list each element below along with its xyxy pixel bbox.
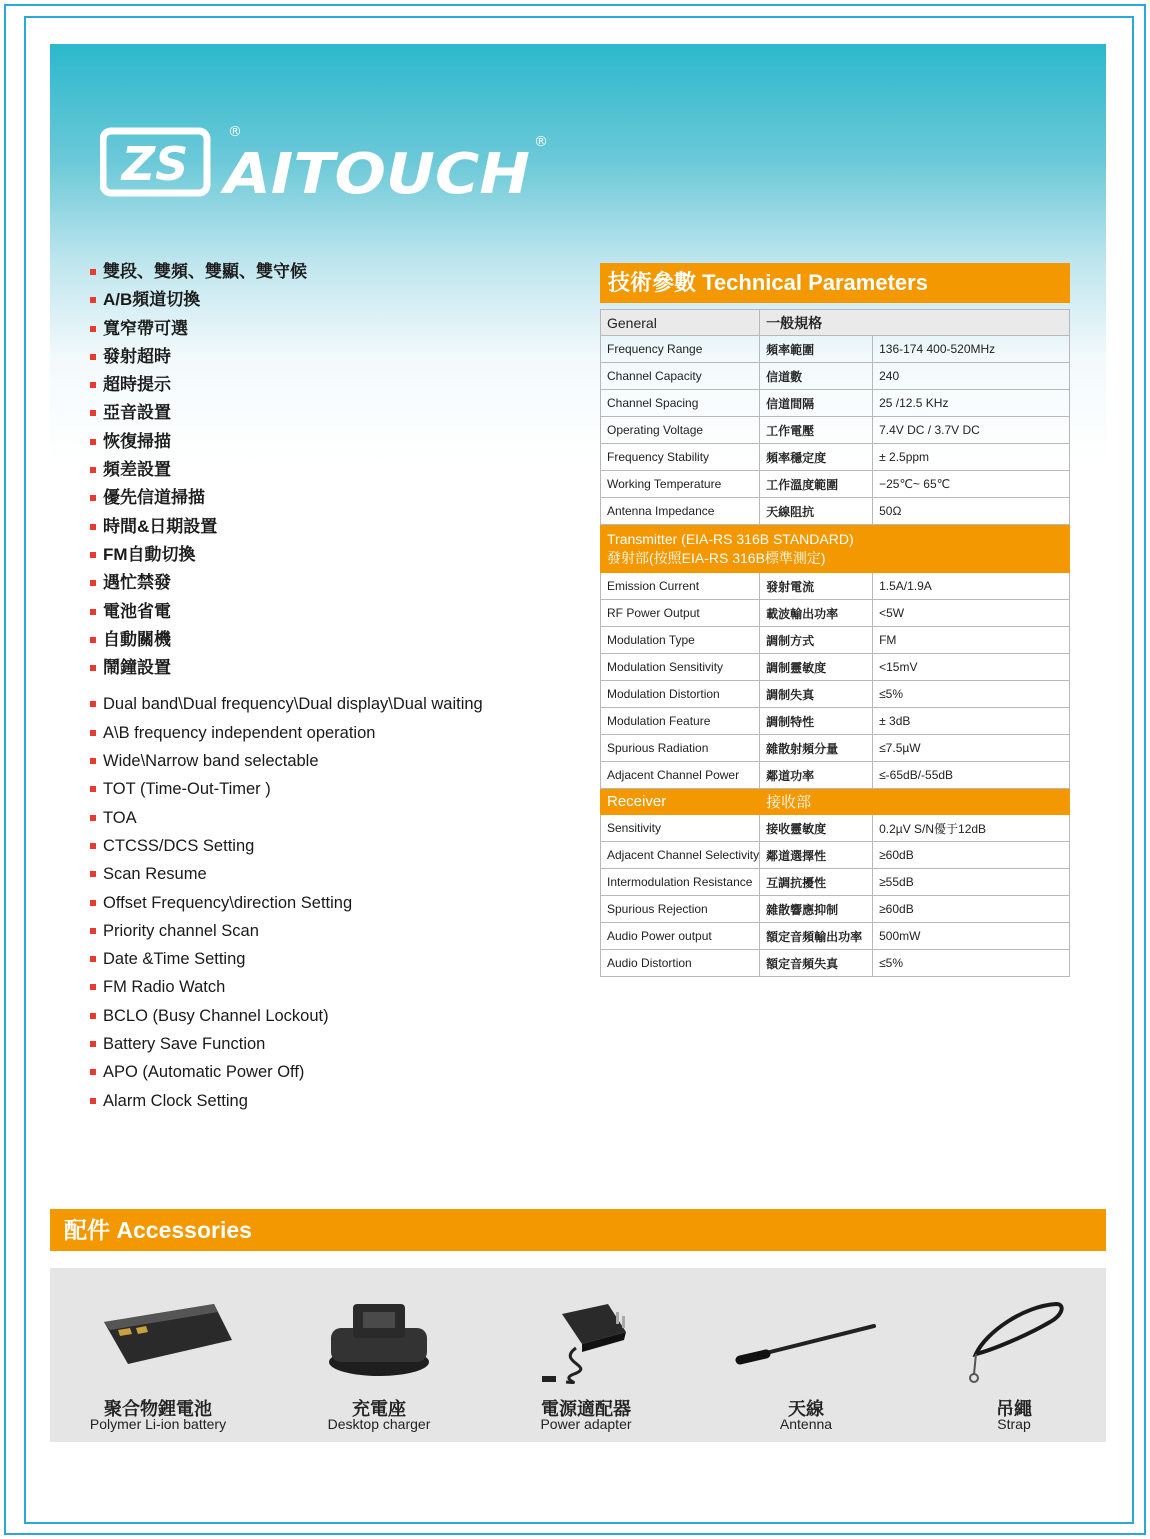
param-name-zh: 額定音頻輸出功率	[760, 923, 873, 950]
feature-zh: 鬧鐘設置	[90, 654, 570, 682]
feature-zh: 寬窄帶可選	[90, 315, 570, 343]
feature-en: APO (Automatic Power Off)	[90, 1058, 570, 1086]
accessory-name-zh: 聚合物鋰電池	[104, 1399, 212, 1419]
param-name: Modulation Feature	[601, 708, 760, 735]
table-row	[601, 762, 1070, 789]
tech-params-title: 技術參數 Technical Parameters	[600, 263, 1070, 303]
param-value: ≤-65dB/-55dB	[873, 762, 1070, 789]
feature-zh: 遇忙禁發	[90, 569, 570, 597]
param-name-zh: 工作電壓	[760, 417, 873, 444]
param-value: 500mW	[873, 923, 1070, 950]
param-value: 136-174 400-520MHz	[873, 336, 1070, 363]
feature-en: Offset Frequency\direction Setting	[90, 889, 570, 917]
accessory-name-zh: 充電座	[352, 1399, 406, 1419]
param-name: Channel Capacity	[601, 363, 760, 390]
param-name: RF Power Output	[601, 600, 760, 627]
param-name: Spurious Rejection	[601, 896, 760, 923]
param-value: FM	[873, 627, 1070, 654]
param-value: ≤7.5µW	[873, 735, 1070, 762]
table-row	[601, 950, 1070, 977]
param-name-zh: 調制靈敏度	[760, 654, 873, 681]
table-row	[601, 923, 1070, 950]
feature-zh: 電池省電	[90, 598, 570, 626]
param-value: ≥55dB	[873, 869, 1070, 896]
param-name-zh: 雜散響應抑制	[760, 896, 873, 923]
param-value: 50Ω	[873, 498, 1070, 525]
transmitter-title-zh: 發射部(按照EIA-RS 316B標準測定)	[607, 549, 826, 566]
feature-en: Dual band\Dual frequency\Dual display\Dual waiting	[90, 690, 570, 718]
table-row	[601, 708, 1070, 735]
feature-en: TOT (Time-Out-Timer )	[90, 775, 570, 803]
feature-zh: 自動關機	[90, 626, 570, 654]
feature-en: Alarm Clock Setting	[90, 1087, 570, 1115]
feature-en: TOA	[90, 804, 570, 832]
param-value: <5W	[873, 600, 1070, 627]
param-value: 0.2µV S/N優于12dB	[873, 815, 1070, 842]
accessory-item	[486, 1268, 686, 1442]
table-row	[601, 681, 1070, 708]
table-row	[601, 842, 1070, 869]
tech-params-table	[600, 309, 1070, 977]
feature-zh: 頻差設置	[90, 456, 570, 484]
param-name: Working Temperature	[601, 471, 760, 498]
feature-list	[90, 258, 570, 1115]
param-name-zh: 頻率穩定度	[760, 444, 873, 471]
accessory-item	[279, 1268, 479, 1442]
table-row	[601, 896, 1070, 923]
feature-zh: A/B頻道切換	[90, 286, 570, 314]
param-name: Channel Spacing	[601, 390, 760, 417]
feature-zh: 亞音設置	[90, 399, 570, 427]
table-row	[601, 815, 1070, 842]
param-name: Adjacent Channel Power	[601, 762, 760, 789]
antenna-icon	[706, 1282, 906, 1392]
feature-en: Priority channel Scan	[90, 917, 570, 945]
receiver-title-zh: 接收部	[760, 789, 1070, 815]
param-value: ≤5%	[873, 950, 1070, 977]
table-row	[601, 654, 1070, 681]
param-value: −25℃~ 65℃	[873, 471, 1070, 498]
accessory-item	[58, 1268, 258, 1442]
brand-name: AITOUCH	[219, 142, 531, 207]
feature-zh: 恢復掃描	[90, 428, 570, 456]
param-name-zh: 頻率範圍	[760, 336, 873, 363]
feature-zh: 發射超時	[90, 343, 570, 371]
accessory-name-en: Antenna	[779, 1416, 833, 1432]
general-label: General	[601, 310, 760, 336]
strap-icon	[914, 1282, 1114, 1392]
param-name-zh: 接收靈敏度	[760, 815, 873, 842]
accessory-name-en: Polymer Li-ion battery	[89, 1416, 227, 1432]
param-name: Emission Current	[601, 573, 760, 600]
param-value: ± 3dB	[873, 708, 1070, 735]
table-row	[601, 869, 1070, 896]
param-value: 7.4V DC / 3.7V DC	[873, 417, 1070, 444]
registered-mark: ®	[228, 124, 242, 140]
accessory-item	[914, 1268, 1114, 1442]
transmitter-header	[601, 525, 1070, 573]
table-row	[601, 573, 1070, 600]
param-name-zh: 工作溫度範圍	[760, 471, 873, 498]
accessory-name-en: Desktop charger	[327, 1416, 431, 1432]
param-value: ≥60dB	[873, 842, 1070, 869]
table-row	[601, 627, 1070, 654]
feature-en: FM Radio Watch	[90, 973, 570, 1001]
accessory-name-zh: 天線	[788, 1399, 824, 1419]
param-name: Frequency Stability	[601, 444, 760, 471]
param-name-zh: 雜散射頻分量	[760, 735, 873, 762]
param-name-zh: 鄰道選擇性	[760, 842, 873, 869]
param-name-zh: 信道間隔	[760, 390, 873, 417]
param-name: Operating Voltage	[601, 417, 760, 444]
feature-zh: 時間&日期設置	[90, 513, 570, 541]
param-name-zh: 天線阻抗	[760, 498, 873, 525]
param-name: Modulation Type	[601, 627, 760, 654]
table-row	[601, 444, 1070, 471]
param-value: <15mV	[873, 654, 1070, 681]
feature-zh: 超時提示	[90, 371, 570, 399]
param-name-zh: 調制特性	[760, 708, 873, 735]
accessory-name-zh: 電源適配器	[541, 1399, 631, 1419]
table-row	[601, 600, 1070, 627]
accessories-panel	[50, 1268, 1106, 1442]
param-value: ≥60dB	[873, 896, 1070, 923]
receiver-title: Receiver	[601, 789, 760, 815]
param-name-zh: 調制失真	[760, 681, 873, 708]
feature-zh: FM自動切換	[90, 541, 570, 569]
param-name: Audio Power output	[601, 923, 760, 950]
accessory-item	[706, 1268, 906, 1442]
logo-mark: ZS	[121, 137, 189, 191]
param-name: Intermodulation Resistance	[601, 869, 760, 896]
feature-en: Battery Save Function	[90, 1030, 570, 1058]
param-value: 240	[873, 363, 1070, 390]
table-row	[601, 498, 1070, 525]
accessory-name-zh: 吊繩	[996, 1399, 1032, 1419]
param-name-zh: 發射電流	[760, 573, 873, 600]
param-value: 1.5A/1.9A	[873, 573, 1070, 600]
feature-en: Wide\Narrow band selectable	[90, 747, 570, 775]
param-name: Sensitivity	[601, 815, 760, 842]
feature-en: Scan Resume	[90, 860, 570, 888]
param-name-zh: 互調抗擾性	[760, 869, 873, 896]
charger-icon	[279, 1282, 479, 1392]
param-name-zh: 信道數	[760, 363, 873, 390]
accessory-name-en: Power adapter	[540, 1416, 632, 1432]
feature-zh: 優先信道掃描	[90, 484, 570, 512]
param-value: ≤5%	[873, 681, 1070, 708]
battery-icon	[58, 1282, 258, 1392]
param-name: Antenna Impedance	[601, 498, 760, 525]
table-row	[601, 471, 1070, 498]
table-row	[601, 336, 1070, 363]
adapter-icon	[486, 1282, 686, 1392]
param-name: Audio Distortion	[601, 950, 760, 977]
receiver-header-row	[601, 789, 1070, 815]
param-value: 25 /12.5 KHz	[873, 390, 1070, 417]
param-name: Modulation Distortion	[601, 681, 760, 708]
accessory-name-en: Strap	[997, 1416, 1031, 1432]
brand-logo	[100, 118, 560, 213]
general-label-zh: 一般規格	[760, 310, 1070, 336]
registered-mark: ®	[534, 134, 548, 150]
table-row	[601, 363, 1070, 390]
feature-en: A\B frequency independent operation	[90, 719, 570, 747]
param-name: Frequency Range	[601, 336, 760, 363]
table-row	[601, 735, 1070, 762]
transmitter-header-row	[601, 525, 1070, 573]
param-name: Spurious Radiation	[601, 735, 760, 762]
param-name-zh: 額定音頻失真	[760, 950, 873, 977]
table-row	[601, 390, 1070, 417]
param-name: Adjacent Channel Selectivity	[601, 842, 760, 869]
param-value: ± 2.5ppm	[873, 444, 1070, 471]
param-name-zh: 載波輸出功率	[760, 600, 873, 627]
feature-en: CTCSS/DCS Setting	[90, 832, 570, 860]
feature-en: BCLO (Busy Channel Lockout)	[90, 1002, 570, 1030]
accessories-title: 配件 Accessories	[50, 1209, 1106, 1251]
feature-en: Date &Time Setting	[90, 945, 570, 973]
param-name: Modulation Sensitivity	[601, 654, 760, 681]
feature-zh: 雙段、雙頻、雙顯、雙守候	[90, 258, 570, 286]
param-name-zh: 調制方式	[760, 627, 873, 654]
table-row	[601, 417, 1070, 444]
general-header-row	[601, 310, 1070, 336]
transmitter-title: Transmitter (EIA-RS 316B STANDARD)	[607, 530, 854, 547]
param-name-zh: 鄰道功率	[760, 762, 873, 789]
